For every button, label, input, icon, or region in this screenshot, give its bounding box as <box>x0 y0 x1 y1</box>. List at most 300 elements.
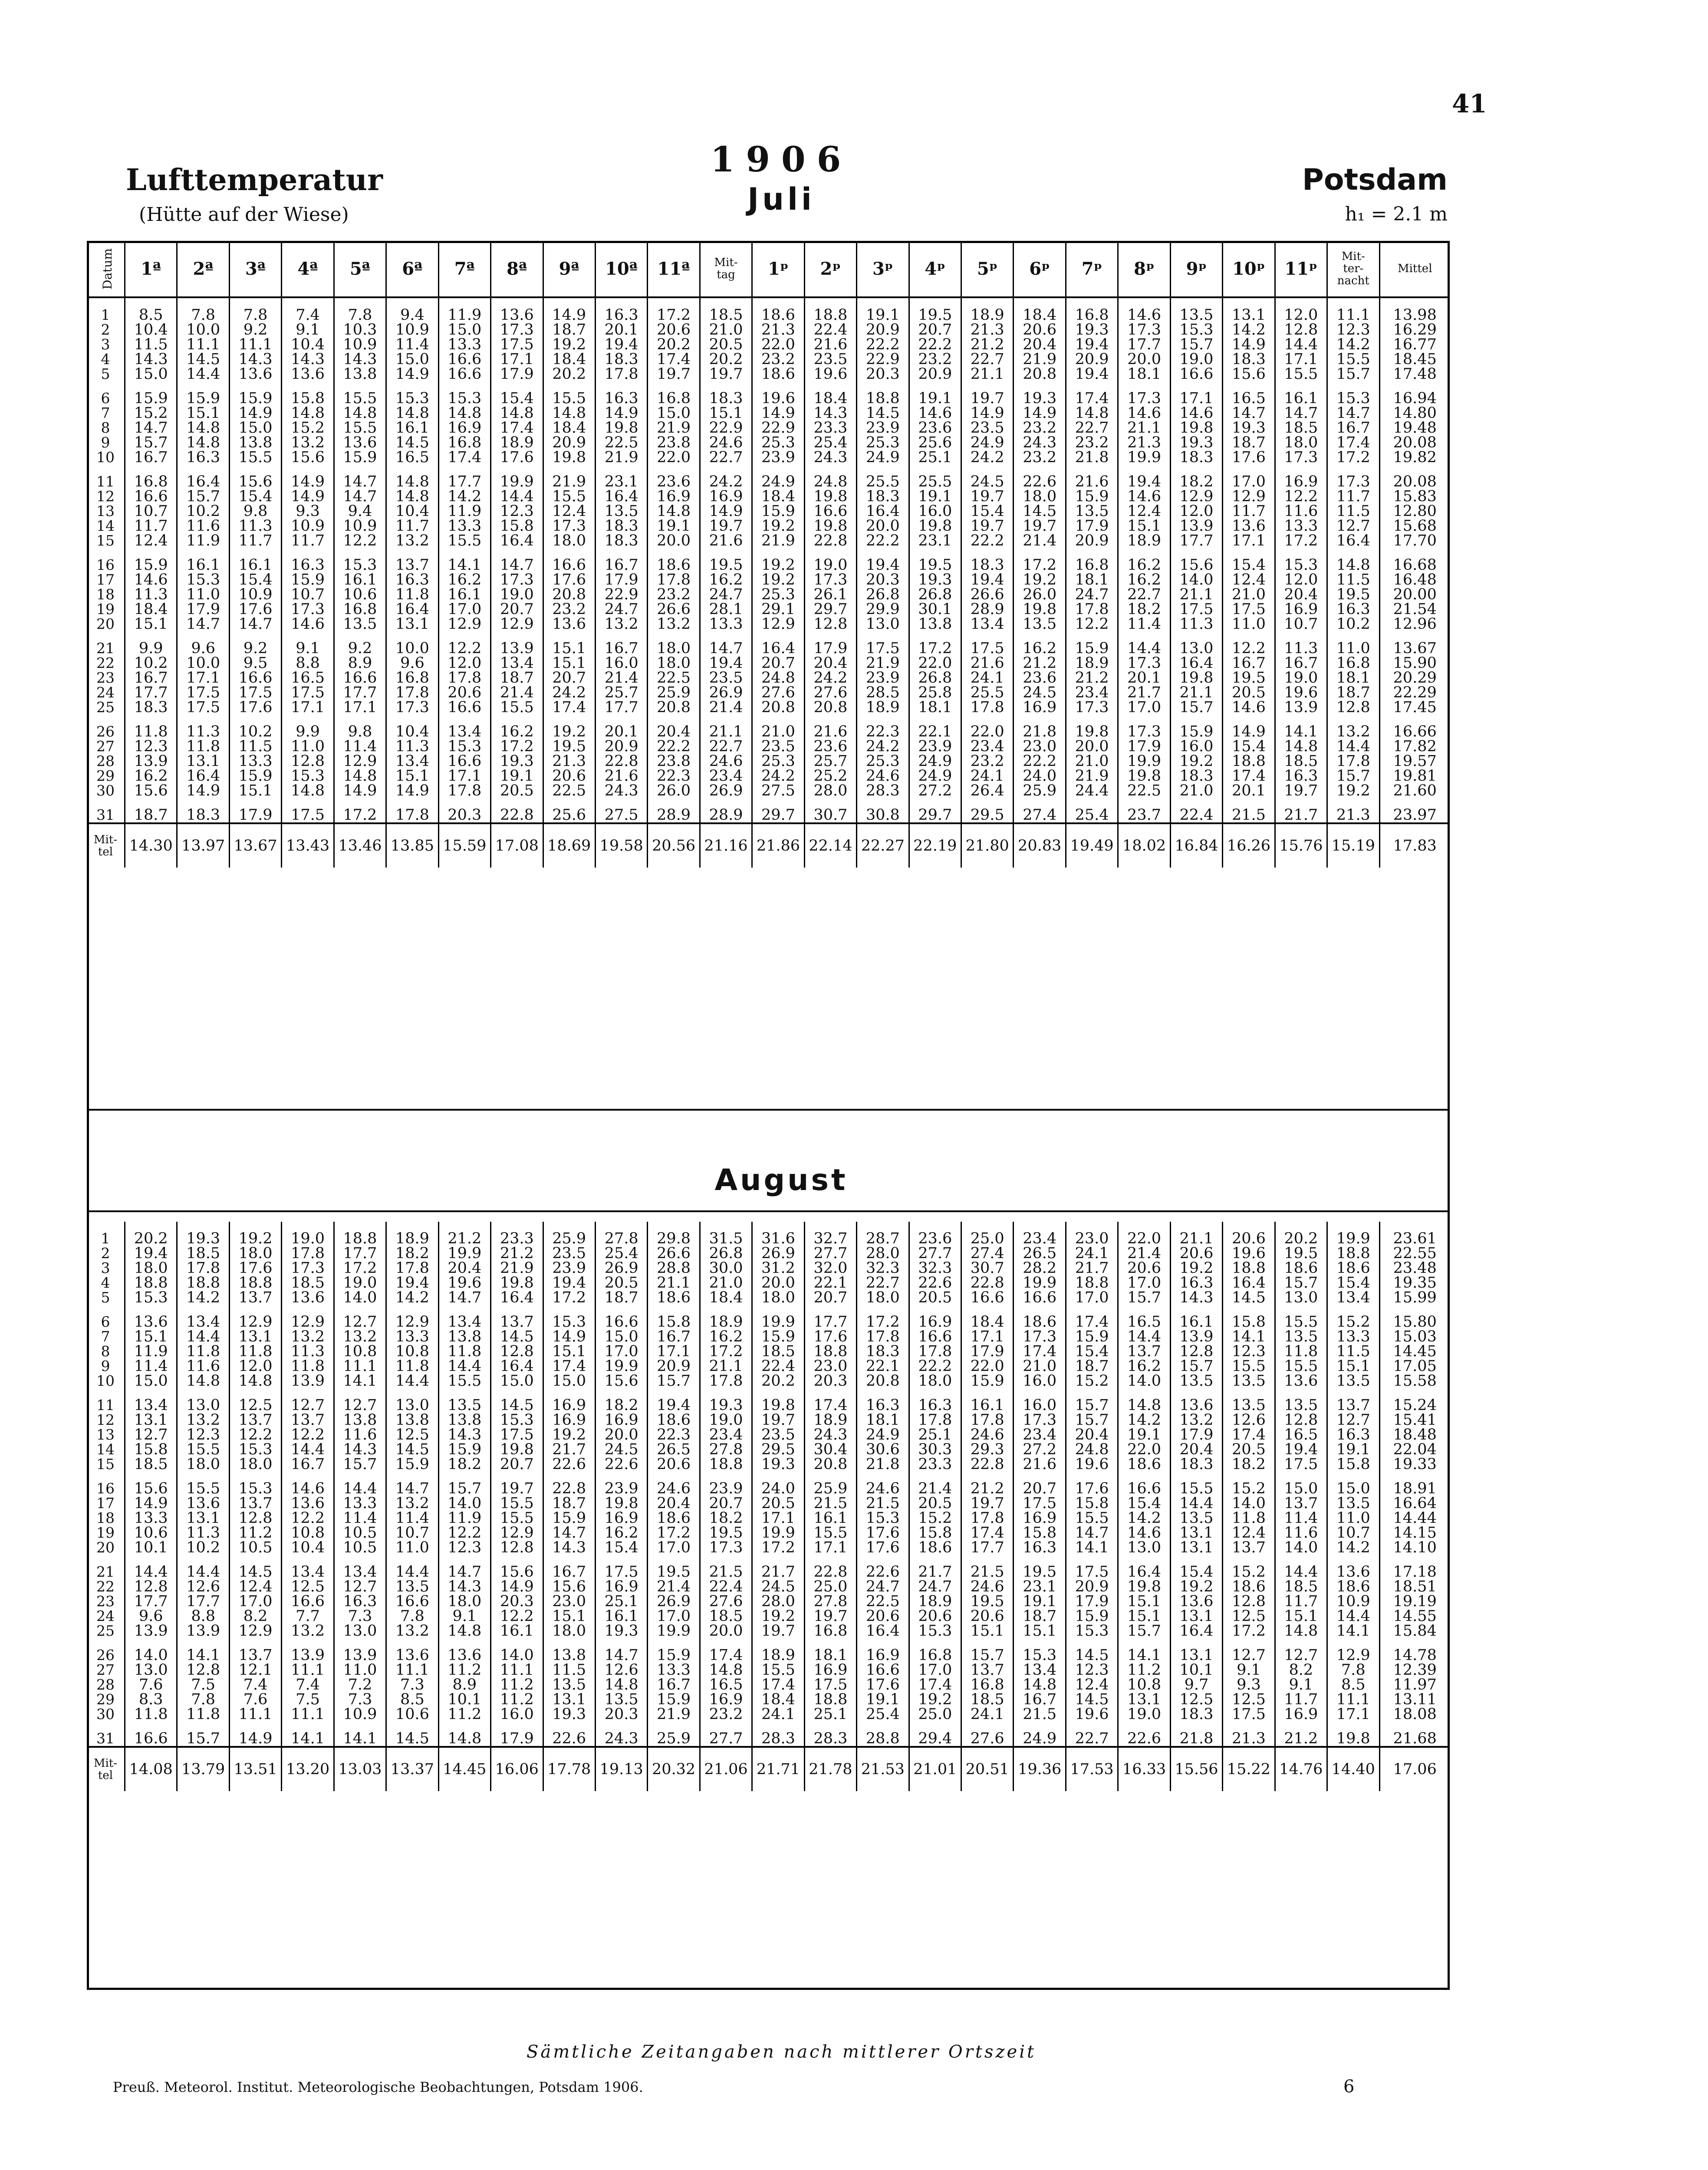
temp-cell: 13.7 <box>386 548 438 572</box>
temp-cell: 27.2 <box>1014 1442 1066 1457</box>
temp-cell: 17.8 <box>857 1329 909 1344</box>
temp-cell: 16.3 <box>1327 1427 1379 1442</box>
temp-cell: 13.4 <box>334 1555 386 1579</box>
temp-cell: 14.8 <box>229 1374 281 1388</box>
temp-cell: 13.5 <box>543 1677 595 1692</box>
temp-cell: 13.6 <box>229 367 281 381</box>
mittel-cell: 13.51 <box>229 1747 281 1791</box>
temp-cell: 9.3 <box>282 504 334 519</box>
day-cell: 25 <box>96 699 115 716</box>
temp-cell: 19.2 <box>1014 572 1066 587</box>
temp-cell: 19.4 <box>125 1246 177 1261</box>
temp-cell: 22.8 <box>595 754 647 769</box>
temp-cell: 23.5 <box>961 421 1014 435</box>
temp-cell: 16.0 <box>595 656 647 671</box>
temp-cell: 11.1 <box>177 337 229 352</box>
temp-cell: 25.1 <box>804 1707 856 1722</box>
temp-cell: 25.3 <box>857 435 909 450</box>
temp-cell: 15.5 <box>491 700 543 715</box>
temp-cell: 15.4 <box>1327 1276 1379 1290</box>
temp-cell: 11.4 <box>334 739 386 754</box>
temp-cell: 17.5 <box>1066 1555 1118 1579</box>
temp-cell: 19.9 <box>438 1246 490 1261</box>
temp-cell: 23.2 <box>909 352 961 367</box>
temp-cell: 18.1 <box>1118 367 1170 381</box>
temp-cell: 19.0 <box>1170 352 1222 367</box>
temp-cell: 16.4 <box>857 504 909 519</box>
column-header: 1ª <box>125 241 177 297</box>
day-cell: 1 <box>101 1230 110 1247</box>
temp-cell: 17.4 <box>543 1359 595 1374</box>
temp-cell: 21.1 <box>1170 685 1222 700</box>
temp-cell: 21.3 <box>1118 435 1170 450</box>
temp-cell: 19.8 <box>1118 769 1170 783</box>
temp-cell: 25.9 <box>804 1472 856 1496</box>
temp-cell: 18.2 <box>595 1388 647 1413</box>
mittel-cell: 19.58 <box>595 823 647 868</box>
temp-cell: 32.3 <box>857 1261 909 1276</box>
temp-cell: 20.8 <box>857 1374 909 1388</box>
temp-cell: 15.6 <box>1170 548 1222 572</box>
temp-cell: 19.5 <box>700 1526 752 1540</box>
temp-cell: 24.6 <box>700 435 752 450</box>
temp-cell: 12.9 <box>334 754 386 769</box>
temp-cell: 13.2 <box>595 617 647 631</box>
temp-cell: 19.4 <box>961 572 1014 587</box>
temp-cell: 19.7 <box>804 1609 856 1624</box>
temp-cell: 17.1 <box>177 671 229 685</box>
temp-cell: 22.2 <box>857 337 909 352</box>
temp-cell: 16.3 <box>177 450 229 465</box>
temp-cell: 14.3 <box>334 352 386 367</box>
temp-cell: 18.7 <box>125 798 177 823</box>
temp-cell: 25.5 <box>961 685 1014 700</box>
temp-cell: 26.8 <box>857 587 909 602</box>
temp-cell: 22.3 <box>857 715 909 739</box>
temp-cell: 16.68 <box>1379 548 1450 572</box>
temp-cell: 10.9 <box>386 322 438 337</box>
table-row <box>87 587 1450 602</box>
temp-cell: 10.8 <box>1118 1677 1170 1692</box>
temp-cell: 15.5 <box>177 1442 229 1457</box>
temp-cell: 15.5 <box>1327 352 1379 367</box>
temp-cell: 8.5 <box>125 297 177 322</box>
temp-cell: 13.1 <box>1170 1638 1222 1663</box>
temp-cell: 18.4 <box>543 421 595 435</box>
table-row <box>87 1222 1450 1246</box>
temp-cell: 15.9 <box>386 1457 438 1472</box>
temp-cell: 17.8 <box>386 685 438 700</box>
temp-cell: 20.08 <box>1379 465 1450 489</box>
temp-cell: 13.9 <box>282 1638 334 1663</box>
temp-cell: 11.1 <box>491 1663 543 1677</box>
temp-cell: 14.80 <box>1379 406 1450 421</box>
temp-cell: 15.3 <box>1170 322 1222 337</box>
temp-cell: 15.3 <box>438 381 490 406</box>
temp-cell: 24.0 <box>752 1472 804 1496</box>
temp-cell: 26.8 <box>909 587 961 602</box>
temp-cell: 14.3 <box>438 1579 490 1594</box>
temp-cell: 13.7 <box>1118 1344 1170 1359</box>
temp-cell: 19.8 <box>1014 602 1066 617</box>
temp-cell: 17.7 <box>177 1594 229 1609</box>
temp-cell: 13.2 <box>1327 715 1379 739</box>
temp-cell: 24.6 <box>961 1579 1014 1594</box>
temp-cell: 15.4 <box>1170 1555 1222 1579</box>
temp-cell: 11.2 <box>491 1692 543 1707</box>
temp-cell: 18.7 <box>1066 1359 1118 1374</box>
temp-cell: 20.5 <box>1223 1442 1275 1457</box>
temp-cell: 16.7 <box>125 671 177 685</box>
temp-cell: 19.5 <box>648 1555 700 1579</box>
height-note: h₁ = 2.1 m <box>1345 203 1448 225</box>
temp-cell: 18.0 <box>125 1261 177 1276</box>
temp-cell: 16.9 <box>1275 602 1327 617</box>
table-row <box>87 1638 1450 1663</box>
mittel-cell: 15.59 <box>438 823 490 868</box>
temp-cell: 25.3 <box>857 754 909 769</box>
temp-cell: 19.3 <box>909 572 961 587</box>
temp-cell: 26.9 <box>648 1594 700 1609</box>
table-row <box>87 1246 1450 1261</box>
temp-cell: 13.3 <box>700 617 752 631</box>
temp-cell: 13.0 <box>1118 1540 1170 1555</box>
temp-cell: 13.7 <box>1327 1388 1379 1413</box>
mittel-cell: 17.53 <box>1066 1747 1118 1791</box>
temp-cell: 10.7 <box>1275 617 1327 631</box>
temp-cell: 21.5 <box>804 1496 856 1511</box>
table-row <box>87 739 1450 754</box>
temp-cell: 15.7 <box>648 1374 700 1388</box>
mittel-cell: 17.78 <box>543 1747 595 1791</box>
table-row <box>87 435 1450 450</box>
temp-cell: 19.0 <box>804 548 856 572</box>
temp-cell: 15.9 <box>1066 1329 1118 1344</box>
temp-cell: 19.5 <box>543 739 595 754</box>
temp-cell: 15.5 <box>334 381 386 406</box>
temp-cell: 22.7 <box>1066 1722 1118 1747</box>
temp-cell: 14.4 <box>177 1329 229 1344</box>
temp-cell: 15.5 <box>1170 1472 1222 1496</box>
temp-cell: 30.6 <box>857 1442 909 1457</box>
temp-cell: 22.0 <box>1118 1222 1170 1246</box>
temp-cell: 11.0 <box>334 1663 386 1677</box>
temp-cell: 18.9 <box>909 1594 961 1609</box>
temp-cell: 12.9 <box>229 1624 281 1638</box>
temp-cell: 12.4 <box>1223 1526 1275 1540</box>
temp-cell: 17.2 <box>648 1526 700 1540</box>
temp-cell: 17.6 <box>1223 450 1275 465</box>
temp-cell: 28.2 <box>1014 1261 1066 1276</box>
temp-cell: 23.2 <box>700 1707 752 1722</box>
temp-cell: 23.9 <box>857 671 909 685</box>
temp-cell: 21.0 <box>1014 1359 1066 1374</box>
temp-cell: 24.7 <box>595 602 647 617</box>
temp-cell: 21.9 <box>491 1261 543 1276</box>
temp-cell: 18.5 <box>1275 421 1327 435</box>
temp-cell: 16.2 <box>1118 1359 1170 1374</box>
temp-cell: 16.5 <box>1118 1305 1170 1329</box>
temp-cell: 22.6 <box>543 1722 595 1747</box>
temp-cell: 16.6 <box>961 1290 1014 1305</box>
temp-cell: 13.8 <box>438 1413 490 1427</box>
temp-cell: 21.8 <box>1170 1722 1222 1747</box>
temp-cell: 19.9 <box>752 1526 804 1540</box>
temp-cell: 22.8 <box>491 798 543 823</box>
temp-cell: 20.7 <box>543 671 595 685</box>
temp-cell: 24.7 <box>700 587 752 602</box>
temp-cell: 17.0 <box>1066 1290 1118 1305</box>
temp-cell: 16.2 <box>1014 631 1066 656</box>
temp-cell: 12.3 <box>177 1427 229 1442</box>
temp-cell: 14.4 <box>282 1442 334 1457</box>
column-header: 3ᵖ <box>857 241 909 297</box>
table-row <box>87 548 1450 572</box>
temp-cell: 23.61 <box>1379 1222 1450 1246</box>
table-row <box>87 1359 1450 1374</box>
temp-cell: 24.5 <box>1014 685 1066 700</box>
temp-cell: 19.1 <box>909 489 961 504</box>
temp-cell: 15.9 <box>125 548 177 572</box>
temp-cell: 13.6 <box>386 1638 438 1663</box>
temp-cell: 18.4 <box>1014 297 1066 322</box>
temp-cell: 23.9 <box>857 421 909 435</box>
temp-cell: 15.3 <box>909 1624 961 1638</box>
temp-cell: 18.8 <box>857 381 909 406</box>
mittel-cell: 14.30 <box>125 823 177 868</box>
temp-cell: 29.7 <box>909 798 961 823</box>
temp-cell: 14.78 <box>1379 1638 1450 1663</box>
temp-cell: 15.9 <box>229 381 281 406</box>
temp-cell: 12.8 <box>1170 1344 1222 1359</box>
temp-cell: 11.4 <box>386 337 438 352</box>
temp-cell: 11.8 <box>1223 1511 1275 1526</box>
temp-cell: 24.3 <box>804 1427 856 1442</box>
temp-cell: 21.6 <box>595 769 647 783</box>
temp-cell: 17.3 <box>1014 1329 1066 1344</box>
temp-cell: 15.7 <box>177 1722 229 1747</box>
temp-cell: 11.0 <box>177 587 229 602</box>
temp-cell: 9.1 <box>1275 1677 1327 1692</box>
temp-cell: 16.9 <box>543 1388 595 1413</box>
temp-cell: 18.8 <box>177 1276 229 1290</box>
temp-cell: 10.7 <box>386 1526 438 1540</box>
day-cell: 23 <box>96 669 115 686</box>
day-cell: 17 <box>96 571 115 588</box>
temp-cell: 20.5 <box>909 1496 961 1511</box>
temp-cell: 30.3 <box>909 1442 961 1457</box>
temp-cell: 18.2 <box>700 1511 752 1526</box>
temp-cell: 23.6 <box>648 465 700 489</box>
temp-cell: 17.48 <box>1379 367 1450 381</box>
temp-cell: 20.6 <box>961 1609 1014 1624</box>
temp-cell: 15.3 <box>229 1442 281 1457</box>
temp-cell: 19.0 <box>700 1413 752 1427</box>
temp-cell: 24.8 <box>804 465 856 489</box>
temp-cell: 19.5 <box>1223 671 1275 685</box>
temp-cell: 14.4 <box>1327 1609 1379 1624</box>
temp-cell: 19.4 <box>543 1276 595 1290</box>
temp-cell: 15.6 <box>595 1374 647 1388</box>
temp-cell: 18.4 <box>543 352 595 367</box>
temp-cell: 16.1 <box>961 1388 1014 1413</box>
temp-cell: 12.3 <box>491 504 543 519</box>
temp-cell: 22.1 <box>804 1276 856 1290</box>
temp-cell: 30.4 <box>804 1442 856 1457</box>
temp-cell: 14.8 <box>648 504 700 519</box>
temp-cell: 15.99 <box>1379 1290 1450 1305</box>
temp-cell: 9.4 <box>334 504 386 519</box>
temp-cell: 17.3 <box>1118 656 1170 671</box>
temp-cell: 26.9 <box>700 783 752 798</box>
temp-cell: 22.0 <box>961 1359 1014 1374</box>
temp-cell: 14.6 <box>1118 406 1170 421</box>
column-header: 11ᵖ <box>1275 241 1327 297</box>
temp-cell: 21.4 <box>700 700 752 715</box>
temp-cell: 16.9 <box>1275 465 1327 489</box>
temp-cell: 22.29 <box>1379 685 1450 700</box>
temp-cell: 19.8 <box>909 519 961 533</box>
temp-cell: 10.9 <box>282 519 334 533</box>
temp-cell: 10.6 <box>386 1707 438 1722</box>
day-cell: 16 <box>96 556 115 573</box>
table-row <box>87 783 1450 798</box>
temp-cell: 32.3 <box>909 1261 961 1276</box>
temp-cell: 31.2 <box>752 1261 804 1276</box>
temp-cell: 14.15 <box>1379 1526 1450 1540</box>
temp-cell: 21.7 <box>1118 685 1170 700</box>
column-header: 4ᵖ <box>909 241 961 297</box>
temp-cell: 13.1 <box>1170 1540 1222 1555</box>
temp-cell: 26.6 <box>961 587 1014 602</box>
temp-cell: 18.9 <box>804 1413 856 1427</box>
temp-cell: 13.9 <box>125 1624 177 1638</box>
temp-cell: 14.4 <box>386 1555 438 1579</box>
temp-cell: 27.7 <box>804 1246 856 1261</box>
temp-cell: 15.3 <box>1066 1624 1118 1638</box>
temp-cell: 19.1 <box>1014 1594 1066 1609</box>
temp-cell: 18.3 <box>595 352 647 367</box>
temp-cell: 17.6 <box>229 700 281 715</box>
temp-cell: 18.5 <box>961 1692 1014 1707</box>
temp-cell: 17.4 <box>438 450 490 465</box>
temp-cell: 15.2 <box>1066 1374 1118 1388</box>
temp-cell: 17.6 <box>857 1677 909 1692</box>
day-cell: 23 <box>96 1593 115 1610</box>
mittel-cell: 17.83 <box>1379 823 1450 868</box>
temp-cell: 21.7 <box>1066 1261 1118 1276</box>
temp-cell: 24.9 <box>1014 1722 1066 1747</box>
temp-cell: 11.8 <box>125 1707 177 1722</box>
temp-cell: 19.2 <box>1170 1261 1222 1276</box>
temp-cell: 14.4 <box>177 367 229 381</box>
temp-cell: 30.7 <box>961 1261 1014 1276</box>
temp-cell: 14.2 <box>177 1290 229 1305</box>
temp-cell: 16.6 <box>334 671 386 685</box>
temp-cell: 8.9 <box>438 1677 490 1692</box>
temp-cell: 18.3 <box>857 489 909 504</box>
temp-cell: 18.3 <box>1170 450 1222 465</box>
day-cell: 14 <box>96 1441 115 1458</box>
temp-cell: 12.9 <box>1223 489 1275 504</box>
temp-cell: 22.6 <box>909 1276 961 1290</box>
temp-cell: 28.0 <box>804 783 856 798</box>
temp-cell: 13.1 <box>386 617 438 631</box>
temp-cell: 11.4 <box>386 1511 438 1526</box>
temp-cell: 16.6 <box>438 352 490 367</box>
temp-cell: 11.3 <box>282 1344 334 1359</box>
table-row <box>87 1305 1450 1329</box>
temp-cell: 13.2 <box>648 617 700 631</box>
temp-cell: 17.8 <box>961 700 1014 715</box>
temp-cell: 16.3 <box>595 381 647 406</box>
temp-cell: 13.2 <box>1170 1413 1222 1427</box>
temp-cell: 15.4 <box>1223 548 1275 572</box>
temp-cell: 18.6 <box>1327 1579 1379 1594</box>
temp-cell: 17.1 <box>752 1511 804 1526</box>
temp-cell: 18.5 <box>282 1276 334 1290</box>
temp-cell: 17.2 <box>909 631 961 656</box>
temp-cell: 19.4 <box>700 656 752 671</box>
temp-cell: 10.4 <box>386 715 438 739</box>
temp-cell: 14.8 <box>177 421 229 435</box>
day-cell: 5 <box>101 1289 110 1306</box>
temp-cell: 14.6 <box>282 1472 334 1496</box>
table-row <box>87 1457 1450 1472</box>
table-row <box>87 715 1450 739</box>
temp-cell: 21.9 <box>1014 352 1066 367</box>
temp-cell: 26.9 <box>700 685 752 700</box>
temp-cell: 10.8 <box>386 1344 438 1359</box>
temp-cell: 24.2 <box>752 769 804 783</box>
temp-cell: 30.8 <box>857 798 909 823</box>
temp-cell: 10.9 <box>334 519 386 533</box>
temp-cell: 19.2 <box>752 1609 804 1624</box>
temp-cell: 9.2 <box>334 631 386 656</box>
temp-cell: 11.6 <box>334 1427 386 1442</box>
mittel-cell: 20.51 <box>961 1747 1014 1791</box>
temp-cell: 16.6 <box>438 754 490 769</box>
temp-cell: 16.9 <box>595 1413 647 1427</box>
temp-cell: 19.48 <box>1379 421 1450 435</box>
temp-cell: 21.3 <box>752 322 804 337</box>
temp-cell: 16.1 <box>177 548 229 572</box>
day-cell: 6 <box>101 1313 110 1330</box>
temp-cell: 22.6 <box>1118 1722 1170 1747</box>
temp-cell: 15.9 <box>125 381 177 406</box>
temp-cell: 13.0 <box>386 1388 438 1413</box>
temp-cell: 15.1 <box>543 656 595 671</box>
temp-cell: 21.4 <box>1118 1246 1170 1261</box>
temp-cell: 16.48 <box>1379 572 1450 587</box>
temp-cell: 9.9 <box>282 715 334 739</box>
temp-cell: 19.9 <box>1327 1222 1379 1246</box>
temp-cell: 16.3 <box>857 1388 909 1413</box>
temp-cell: 13.6 <box>1275 1374 1327 1388</box>
temp-cell: 22.4 <box>804 322 856 337</box>
temp-cell: 18.5 <box>177 1246 229 1261</box>
temp-cell: 15.9 <box>1066 631 1118 656</box>
temp-cell: 12.9 <box>229 1305 281 1329</box>
temp-cell: 23.0 <box>543 1594 595 1609</box>
table-row <box>87 1707 1450 1722</box>
temp-cell: 17.4 <box>491 421 543 435</box>
temp-cell: 14.1 <box>282 1722 334 1747</box>
temp-cell: 19.5 <box>909 297 961 322</box>
table-row <box>87 602 1450 617</box>
day-cell: 3 <box>101 336 110 353</box>
temp-cell: 18.1 <box>857 1413 909 1427</box>
